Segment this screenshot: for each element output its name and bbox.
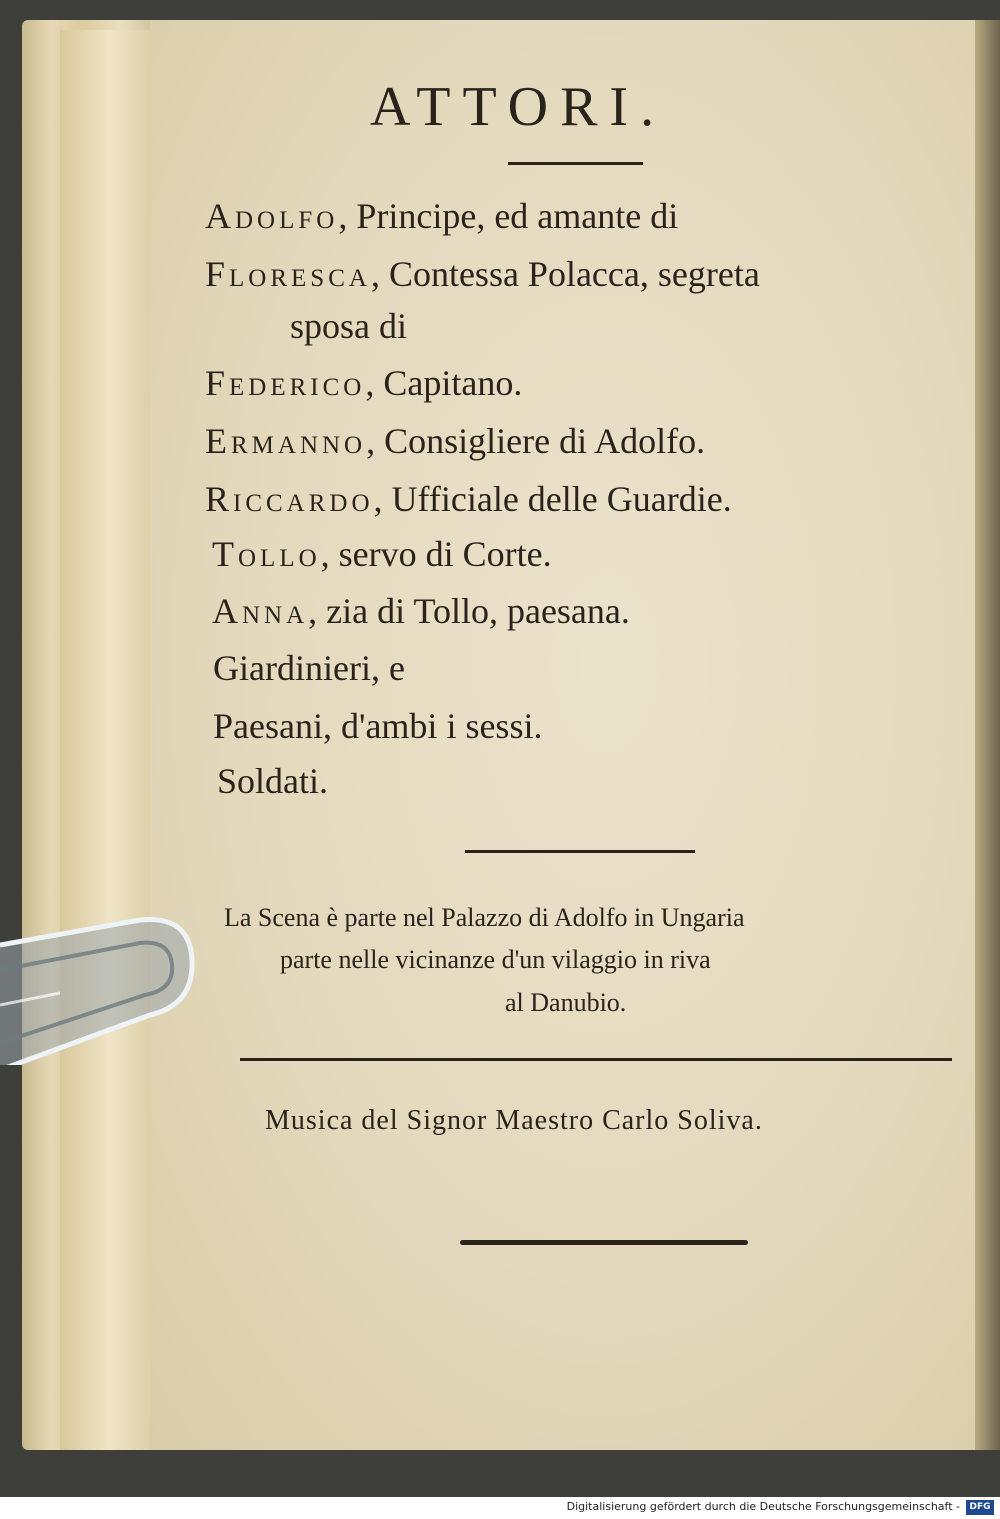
character-name: Ermanno: [205, 421, 367, 461]
character-role: sposa di: [290, 306, 407, 346]
character-name: Tollo: [212, 534, 321, 574]
cast-line: [213, 705, 542, 747]
page-edge-inner: [60, 30, 160, 1450]
character-name: Riccardo: [205, 479, 374, 519]
cast-line: [205, 478, 732, 520]
cast-line: [205, 362, 522, 404]
page-title: ATTORI.: [370, 76, 667, 138]
divider: [240, 1058, 952, 1061]
character-role: Paesani, d'ambi i sessi.: [213, 706, 543, 746]
cast-line: [212, 590, 630, 632]
cast-line: [213, 647, 405, 689]
character-role: , zia di Tollo, paesana.: [308, 591, 630, 631]
paper-clip-icon: [0, 915, 195, 1065]
character-role: , Consigliere di Adolfo.: [366, 421, 706, 461]
cast-line: [205, 253, 760, 295]
footer-credit: Digitalisierung gefördert durch die Deutsche Forschungsgemeinschaft -: [566, 1500, 960, 1513]
character-role: , Ufficiale delle Guardie.: [373, 479, 732, 519]
scene-line: La Scena è parte nel Palazzo di Adolfo in Ungaria: [224, 903, 745, 932]
divider: [460, 1240, 748, 1245]
divider: [465, 850, 695, 853]
character-role: , Contessa Polacca, segreta: [370, 254, 760, 294]
scene-line: al Danubio.: [505, 988, 627, 1017]
page-gutter: [975, 20, 1000, 1450]
character-role: , servo di Corte.: [320, 534, 552, 574]
cast-line: [212, 533, 552, 575]
character-role: Soldati.: [217, 761, 329, 801]
character-name: Floresca: [205, 254, 371, 294]
character-role: , Capitano.: [365, 363, 523, 403]
cast-line: [205, 420, 705, 462]
character-role: Giardinieri, e: [213, 648, 405, 688]
cast-line: [290, 305, 407, 347]
dfg-logo-icon: DFG: [966, 1500, 994, 1515]
cast-line: [217, 760, 328, 802]
character-name: Federico: [205, 363, 366, 403]
divider: [508, 162, 643, 165]
footer-bar: [0, 1497, 1000, 1519]
character-role: , Principe, ed amante di: [338, 196, 679, 236]
scene-line: parte nelle vicinanze d'un vilaggio in riva: [280, 945, 711, 974]
character-name: Anna: [212, 591, 309, 631]
cast-line: [205, 195, 678, 237]
character-name: Adolfo: [205, 196, 339, 236]
music-credit: Musica del Signor Maestro Carlo Soliva.: [265, 1105, 763, 1136]
